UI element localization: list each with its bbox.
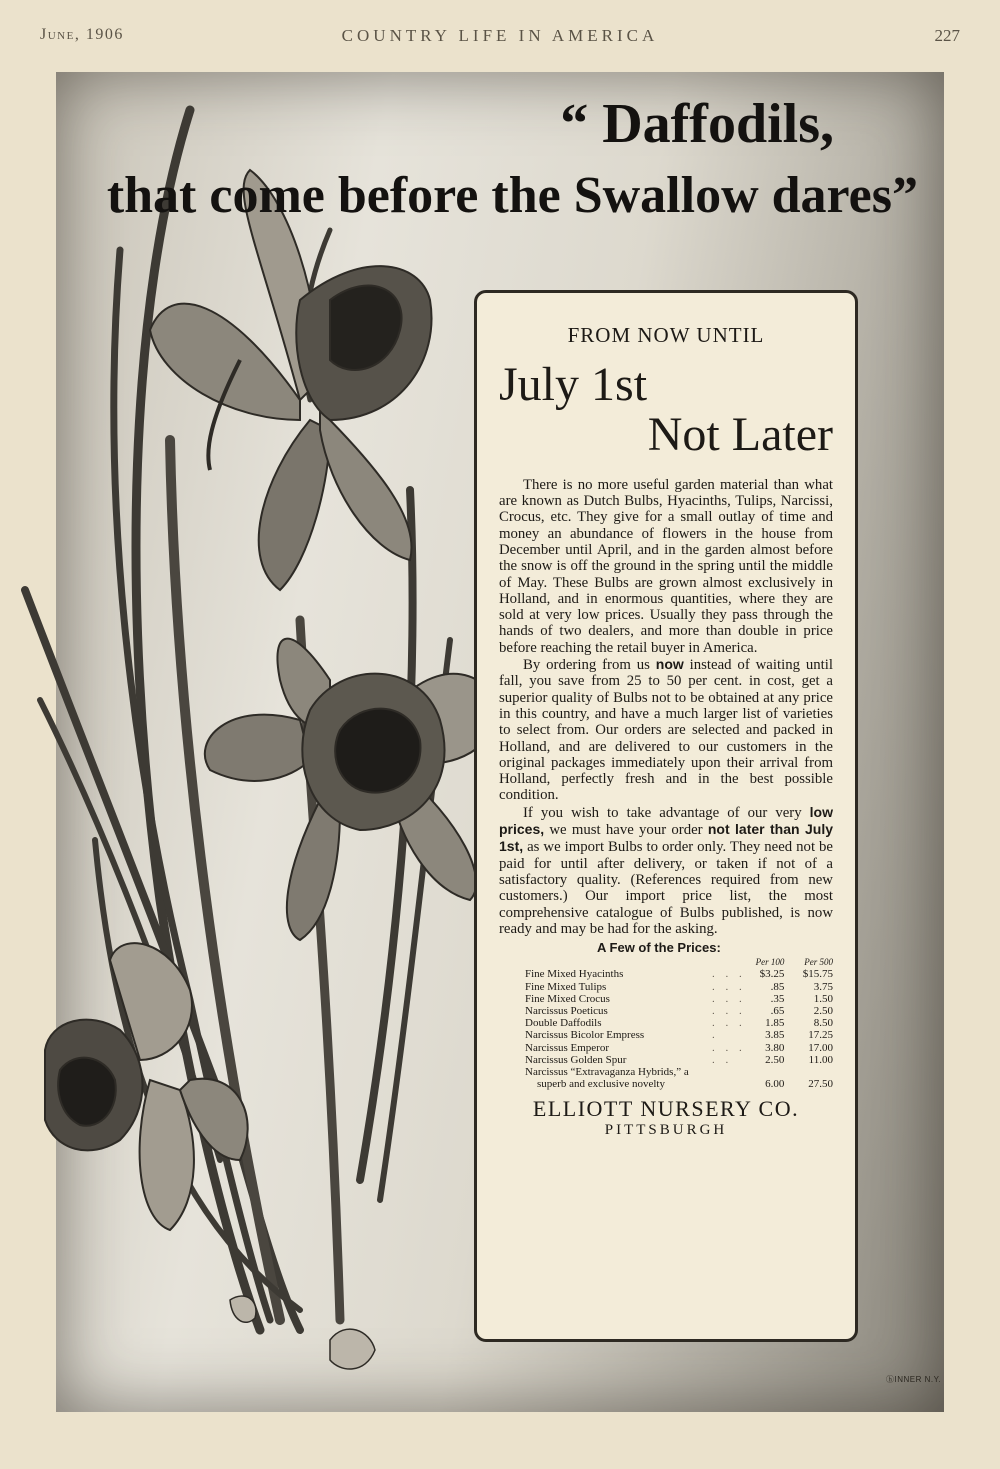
issue-date: June, 1906	[40, 26, 124, 43]
bold-low-prices: low prices,	[499, 803, 833, 838]
price-row: Fine Mixed Tulips . . . .85 3.75	[525, 980, 833, 993]
company-name: ELLIOTT NURSERY CO.	[532, 1096, 800, 1122]
col-per-100: Per 100	[755, 957, 785, 968]
magazine-title: COUNTRY LIFE IN AMERICA	[341, 26, 659, 45]
july-heading: July 1st	[499, 358, 648, 411]
daffodil-middle	[205, 639, 500, 940]
price-row: Narcissus Golden Spur . . 2.50 11.00	[525, 1053, 833, 1066]
price-row-special-cont: superb and exclusive novelty 6.00 27.50	[537, 1078, 833, 1091]
price-table	[499, 956, 833, 1090]
headline-line-2: that come before the Swallow dares”	[106, 167, 918, 224]
price-row: Double Daffodils . . . 1.85 8.50	[525, 1017, 833, 1030]
col-per-500: Per 500	[804, 957, 833, 968]
price-row: Narcissus Bicolor Empress . 3.85 17.25	[525, 1029, 833, 1042]
prices-title: A Few of the Prices:	[597, 940, 721, 956]
from-now-heading: FROM NOW UNTIL	[567, 323, 765, 347]
headline-line-1: “ Daffodils,	[560, 93, 834, 155]
offer-body	[499, 477, 833, 937]
price-row-special: Narcissus “Extravaganza Hybrids,” a	[525, 1065, 689, 1078]
price-row: Fine Mixed Hyacinths . . . $3.25 $15.75	[525, 968, 833, 981]
bold-deadline: not later than July 1st,	[499, 821, 834, 855]
not-later-heading: Not Later	[647, 408, 833, 462]
price-row: Fine Mixed Crocus . . . .35 1.50	[525, 992, 833, 1005]
paragraph-3: If you wish to take advantage of our very low prices, we must have your order not later than July 1st, as we import Bulbs to order only. They need not be paid for until after delivery, or taken if not of a satisfactory quality. (References required from new customers.) Our import price list, the most comprehensive catalogue of Bulbs published, is now ready and may be had for the asking.	[499, 803, 834, 937]
paragraph-2: By ordering from us now instead of waiting until fall, you save from 25 to 50 per cent. in cost, get a superior quality of Bulbs not to be obtained at any price in this country, and have a much larger list of varieties to select from. Our orders are selected and packed in Holland, and are delivered to our customers in the original packages immediately upon their arrival from Holland, perfectly fresh and in the best possible condition.	[499, 656, 833, 804]
price-table-header	[499, 956, 833, 968]
page-number: 227	[934, 26, 960, 45]
price-row: Narcissus Poeticus . . . .65 2.50	[525, 1004, 833, 1017]
company-city: PITTSBURGH	[604, 1122, 728, 1139]
engraver-mark: ⓗINNER N.Y.	[886, 1375, 942, 1384]
price-row: Narcissus Emperor . . . 3.80 17.00	[525, 1041, 833, 1054]
bold-now: now	[655, 656, 684, 673]
paragraph-1: There is no more useful garden material than what are known as Dutch Bulbs, Hyacinths, Tulips, Narcissi, Crocus, etc. They give for a small outlay of time and money an abundance of flowers in the house from December until April, and in the garden almost before the snow is off the ground in the spring until the middle of May. These Bulbs are grown almost exclusively in Holland, and in enormous quantities, where they are sold at very low prices. Usually they pass through the hands of two dealers, and more than double in price before reaching the retail buyer in America.	[499, 476, 833, 656]
offer-box	[474, 290, 858, 1342]
daffodil-upper	[150, 170, 432, 590]
